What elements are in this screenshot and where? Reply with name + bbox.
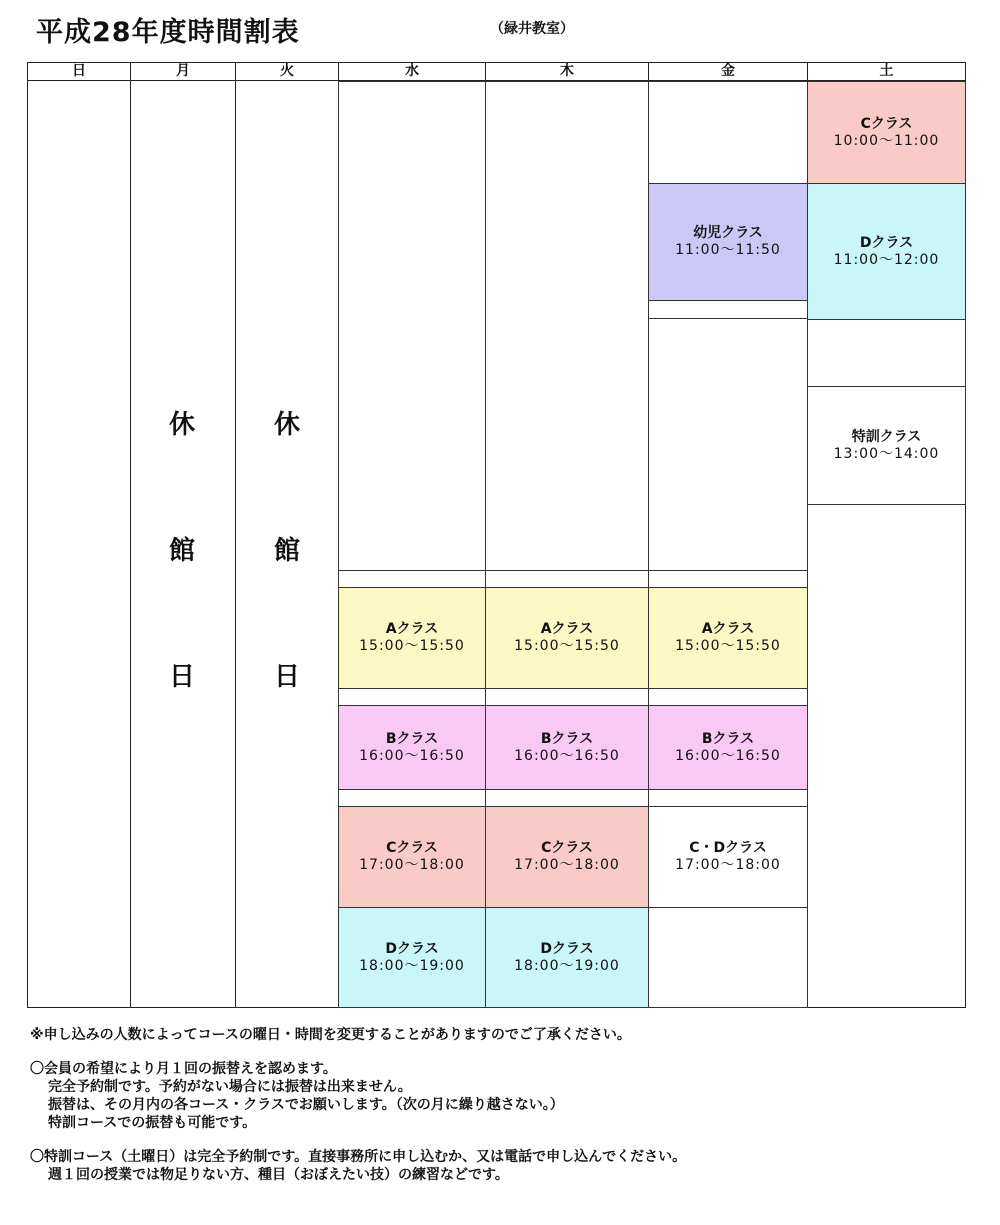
note-special-course-detail: 週１回の授業では物足りない方、種目（おぼえたい技）の練習などです。 xyxy=(48,1167,509,1183)
class-name: Cクラス xyxy=(860,115,913,132)
note-special-course: 〇特訓コース（土曜日）は完全予約制です。直接事務所に申し込むか、又は電話で申し込んでください。 xyxy=(30,1149,687,1165)
header-sat: 土 xyxy=(807,62,966,81)
class-time: 10:00〜11:00 xyxy=(833,132,940,149)
class-name: Cクラス xyxy=(541,840,593,856)
class-name: Dクラス xyxy=(385,940,439,957)
timetable xyxy=(27,62,966,1008)
class-time: 17:00〜18:00 xyxy=(675,857,781,873)
class-cell-fri-cd xyxy=(648,806,808,908)
closed-tue-2: 館 xyxy=(273,536,300,566)
class-cell-fri-infant xyxy=(648,183,808,301)
gap-slot xyxy=(338,789,486,807)
class-time: 15:00〜15:50 xyxy=(675,638,781,654)
class-name: Dクラス xyxy=(859,234,914,251)
class-cell-wed-a xyxy=(338,587,486,689)
class-name: Bクラス xyxy=(701,730,755,747)
gap-slot xyxy=(648,300,808,319)
class-name: Aクラス xyxy=(385,621,439,637)
class-time: 17:00〜18:00 xyxy=(359,857,465,873)
class-time: 13:00〜14:00 xyxy=(833,445,940,462)
class-cell-wed-d xyxy=(338,907,486,1008)
class-name: Dクラス xyxy=(540,940,594,957)
class-cell-thu-a xyxy=(485,587,649,689)
header-sun: 日 xyxy=(27,62,131,81)
class-name: Bクラス xyxy=(540,730,594,747)
class-cell-sat-special xyxy=(807,386,966,505)
class-cell-thu-c xyxy=(485,806,649,908)
header-tue: 火 xyxy=(235,62,339,81)
empty-slot xyxy=(338,81,486,571)
gap-slot xyxy=(648,789,808,807)
gap-slot xyxy=(648,688,808,706)
class-time: 15:00〜15:50 xyxy=(359,638,465,654)
empty-slot xyxy=(807,319,966,387)
class-cell-wed-c xyxy=(338,806,486,908)
closed-mon-2: 館 xyxy=(168,536,195,566)
class-time: 16:00〜16:50 xyxy=(675,747,781,764)
closed-mon-1: 休 xyxy=(168,410,195,440)
page-title: 平成28年度時間割表 xyxy=(36,17,300,48)
gap-slot xyxy=(485,570,649,588)
closed-tue-3: 日 xyxy=(273,662,300,692)
gap-slot xyxy=(338,570,486,588)
empty-slot xyxy=(485,81,649,571)
empty-slot xyxy=(648,81,808,184)
note-makeup-reservation: 完全予約制です。予約がない場合には振替は出来ません。 xyxy=(48,1079,412,1095)
classroom-label: （緑井教室） xyxy=(490,21,574,37)
class-name: Cクラス xyxy=(386,840,438,856)
class-name: 幼児クラス xyxy=(693,225,763,241)
closed-mon-3: 日 xyxy=(168,662,195,692)
class-name: C・Dクラス xyxy=(689,840,767,856)
class-cell-fri-b xyxy=(648,705,808,790)
header-wed: 水 xyxy=(338,62,486,81)
header-mon: 月 xyxy=(130,62,236,81)
note-schedule-change: ※申し込みの人数によってコースの曜日・時間を変更することがありますのでご了承ください。 xyxy=(30,1027,631,1043)
class-name: Bクラス xyxy=(385,730,439,747)
gap-slot xyxy=(338,688,486,706)
empty-slot xyxy=(648,907,808,1008)
class-cell-thu-b xyxy=(485,705,649,790)
empty-slot xyxy=(648,318,808,571)
closed-tue-1: 休 xyxy=(273,410,300,440)
class-cell-fri-a xyxy=(648,587,808,689)
note-makeup: 〇会員の希望により月１回の振替えを認めます。 xyxy=(30,1061,337,1077)
class-time: 18:00〜19:00 xyxy=(514,957,620,974)
header-fri: 金 xyxy=(648,62,808,81)
class-cell-thu-d xyxy=(485,907,649,1008)
class-time: 11:00〜12:00 xyxy=(833,251,940,268)
gap-slot xyxy=(485,688,649,706)
class-time: 18:00〜19:00 xyxy=(359,957,465,974)
class-time: 15:00〜15:50 xyxy=(514,638,620,654)
class-time: 17:00〜18:00 xyxy=(514,857,620,873)
class-name: Aクラス xyxy=(701,621,755,637)
class-cell-sat-c xyxy=(807,81,966,184)
note-makeup-special: 特訓コースでの振替も可能です。 xyxy=(48,1115,257,1131)
note-makeup-month: 振替は、その月内の各コース・クラスでお願いします。（次の月に繰り越さない。） xyxy=(48,1097,564,1113)
header-thu: 木 xyxy=(485,62,649,81)
class-time: 16:00〜16:50 xyxy=(359,747,465,764)
class-cell-sat-d xyxy=(807,183,966,320)
notes xyxy=(30,1026,686,1184)
class-time: 16:00〜16:50 xyxy=(514,747,620,764)
class-cell-wed-b xyxy=(338,705,486,790)
class-name: Aクラス xyxy=(540,621,594,637)
gap-slot xyxy=(485,789,649,807)
class-time: 11:00〜11:50 xyxy=(675,242,781,258)
class-name: 特訓クラス xyxy=(851,428,922,445)
gap-slot xyxy=(648,570,808,588)
